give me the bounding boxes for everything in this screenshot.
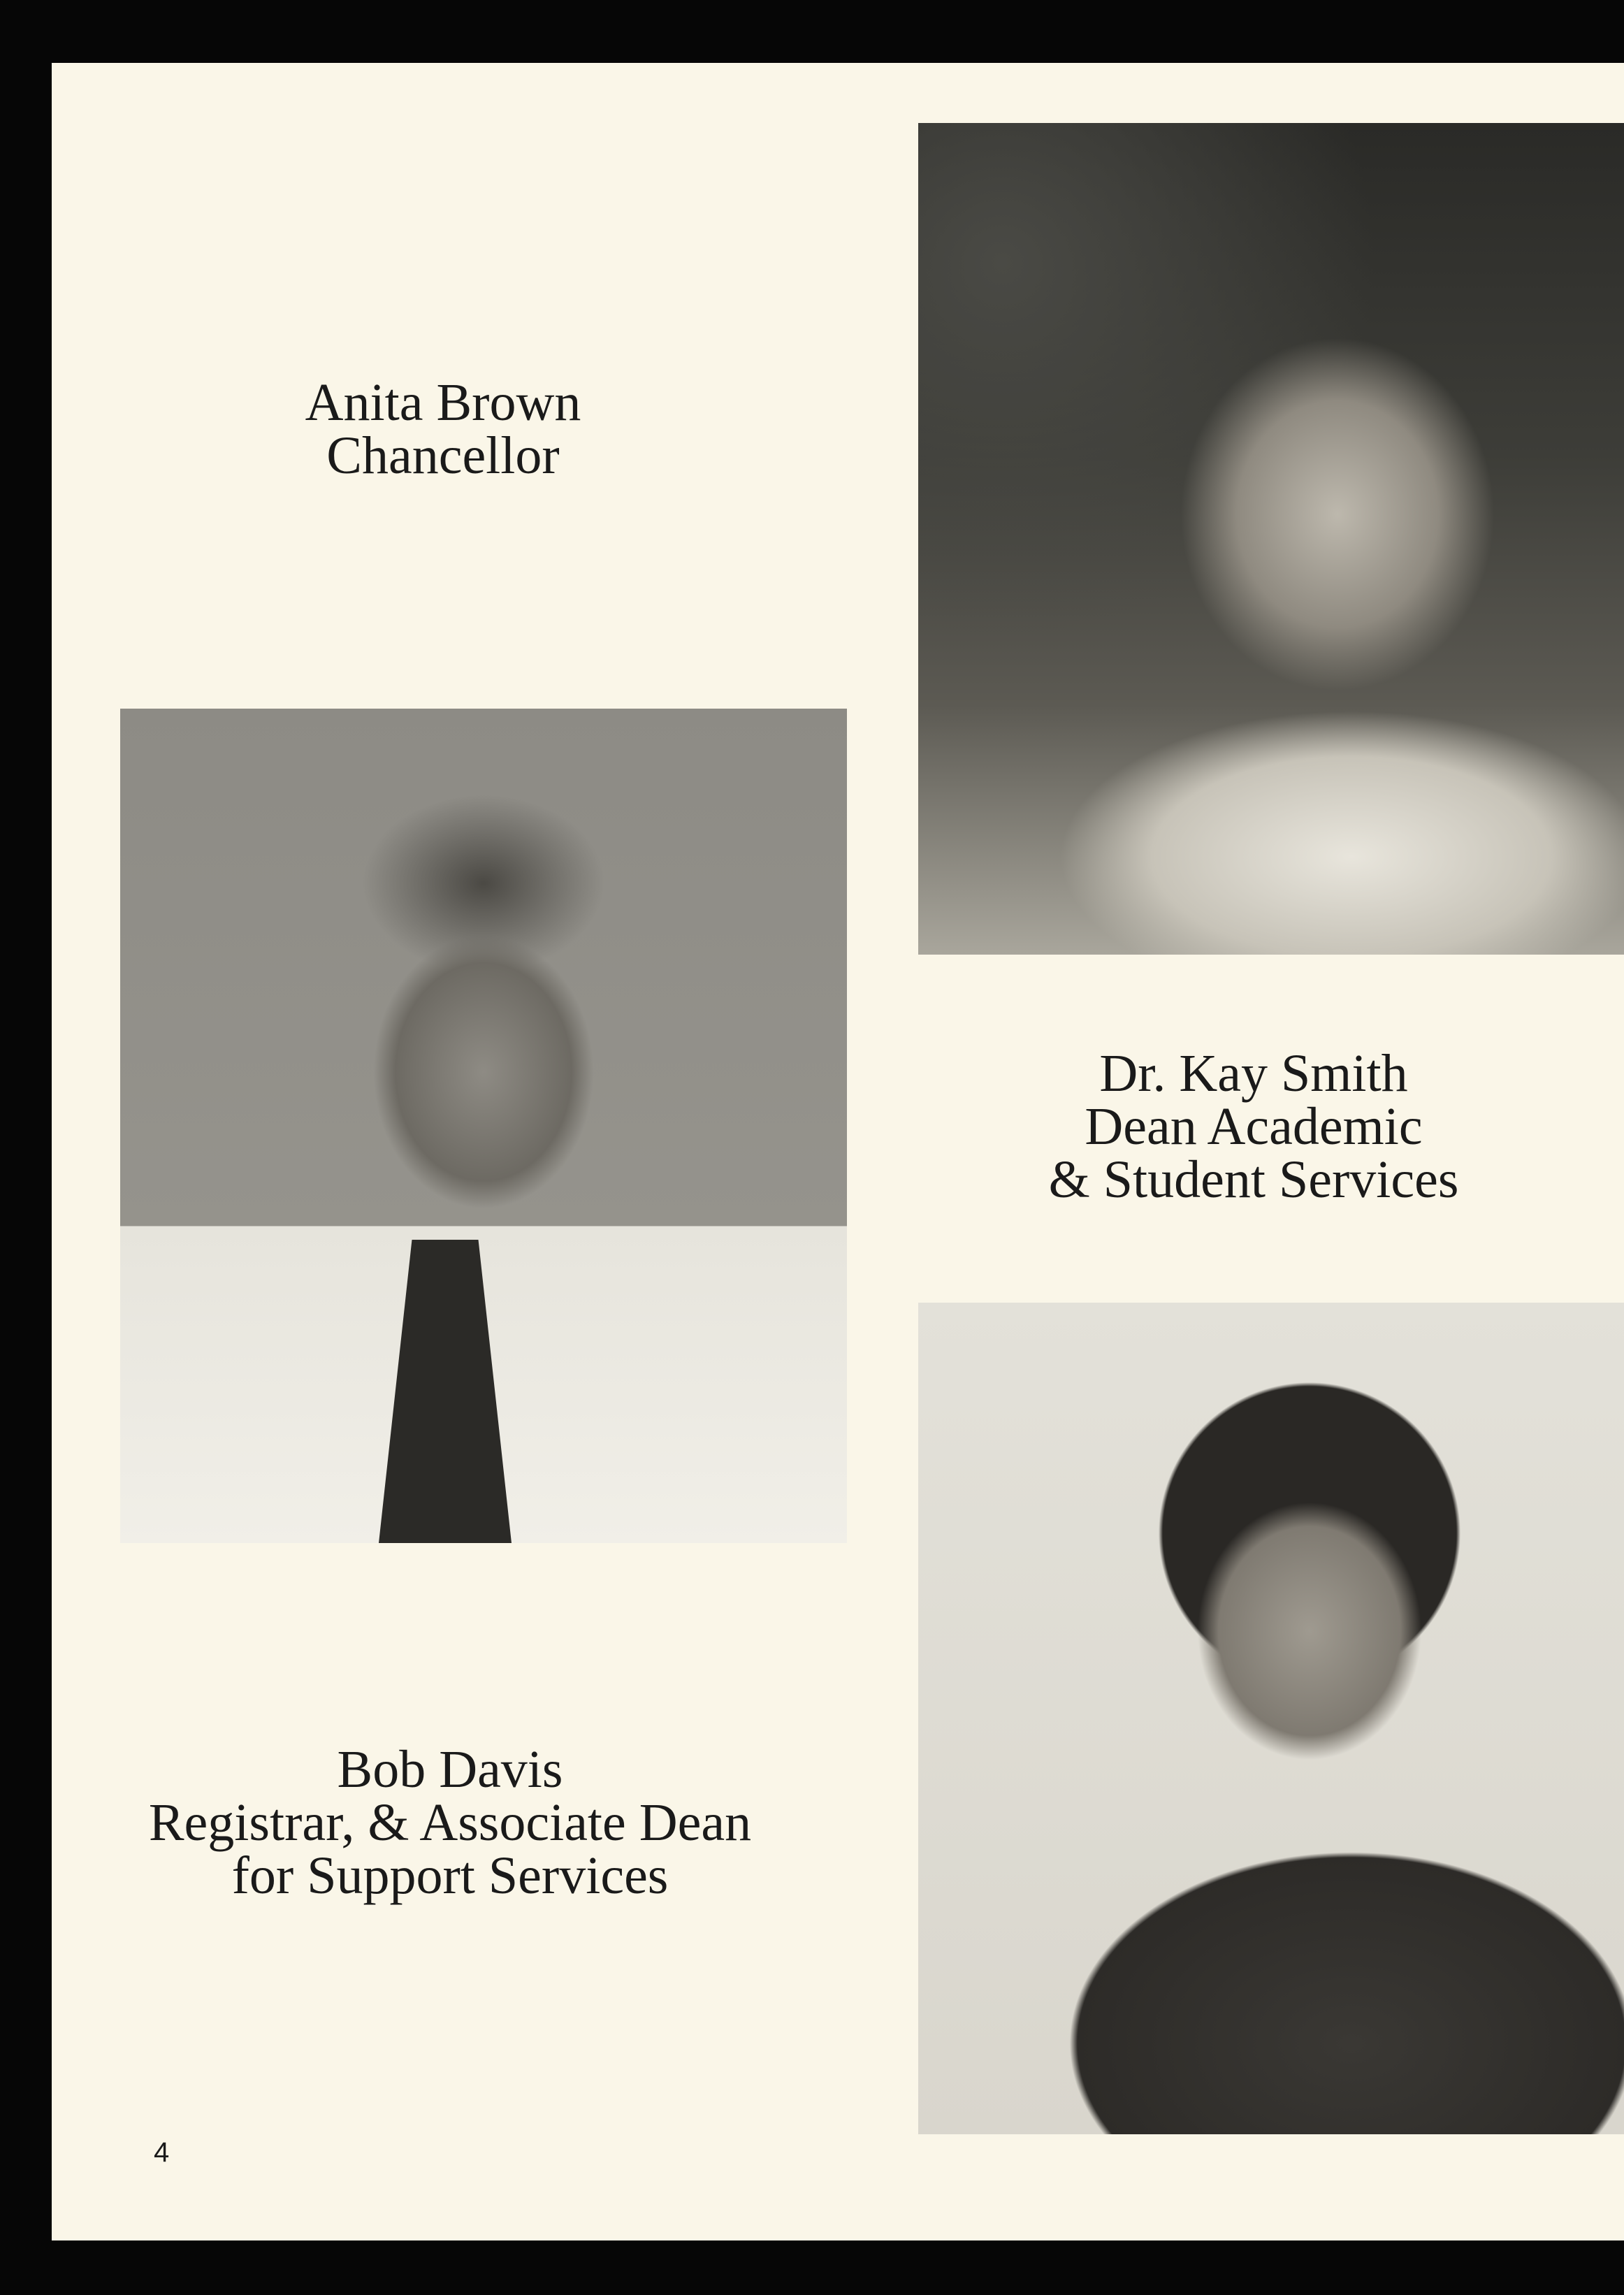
caption-title-line: & Student Services <box>1048 1150 1459 1209</box>
caption-name: Dr. Kay Smith <box>1099 1044 1408 1103</box>
caption-bob-davis <box>136 1740 764 1905</box>
caption-name: Anita Brown <box>305 373 581 432</box>
caption-title-line: Chancellor <box>326 426 560 485</box>
portrait-photo-bob-davis <box>120 709 847 1543</box>
caption-title-line: Registrar, & Associate Dean <box>148 1793 752 1852</box>
caption-name: Bob Davis <box>337 1740 563 1799</box>
portrait-photo-kay-smith <box>918 1303 1624 2134</box>
yearbook-page <box>52 63 1624 2240</box>
page-number: 4 <box>154 2137 170 2168</box>
caption-title-line: for Support Services <box>231 1846 669 1905</box>
caption-anita-brown <box>247 373 639 485</box>
caption-title-line: Dean Academic <box>1085 1097 1423 1156</box>
portrait-photo-anita-brown <box>918 123 1624 955</box>
caption-kay-smith <box>1009 1044 1498 1209</box>
